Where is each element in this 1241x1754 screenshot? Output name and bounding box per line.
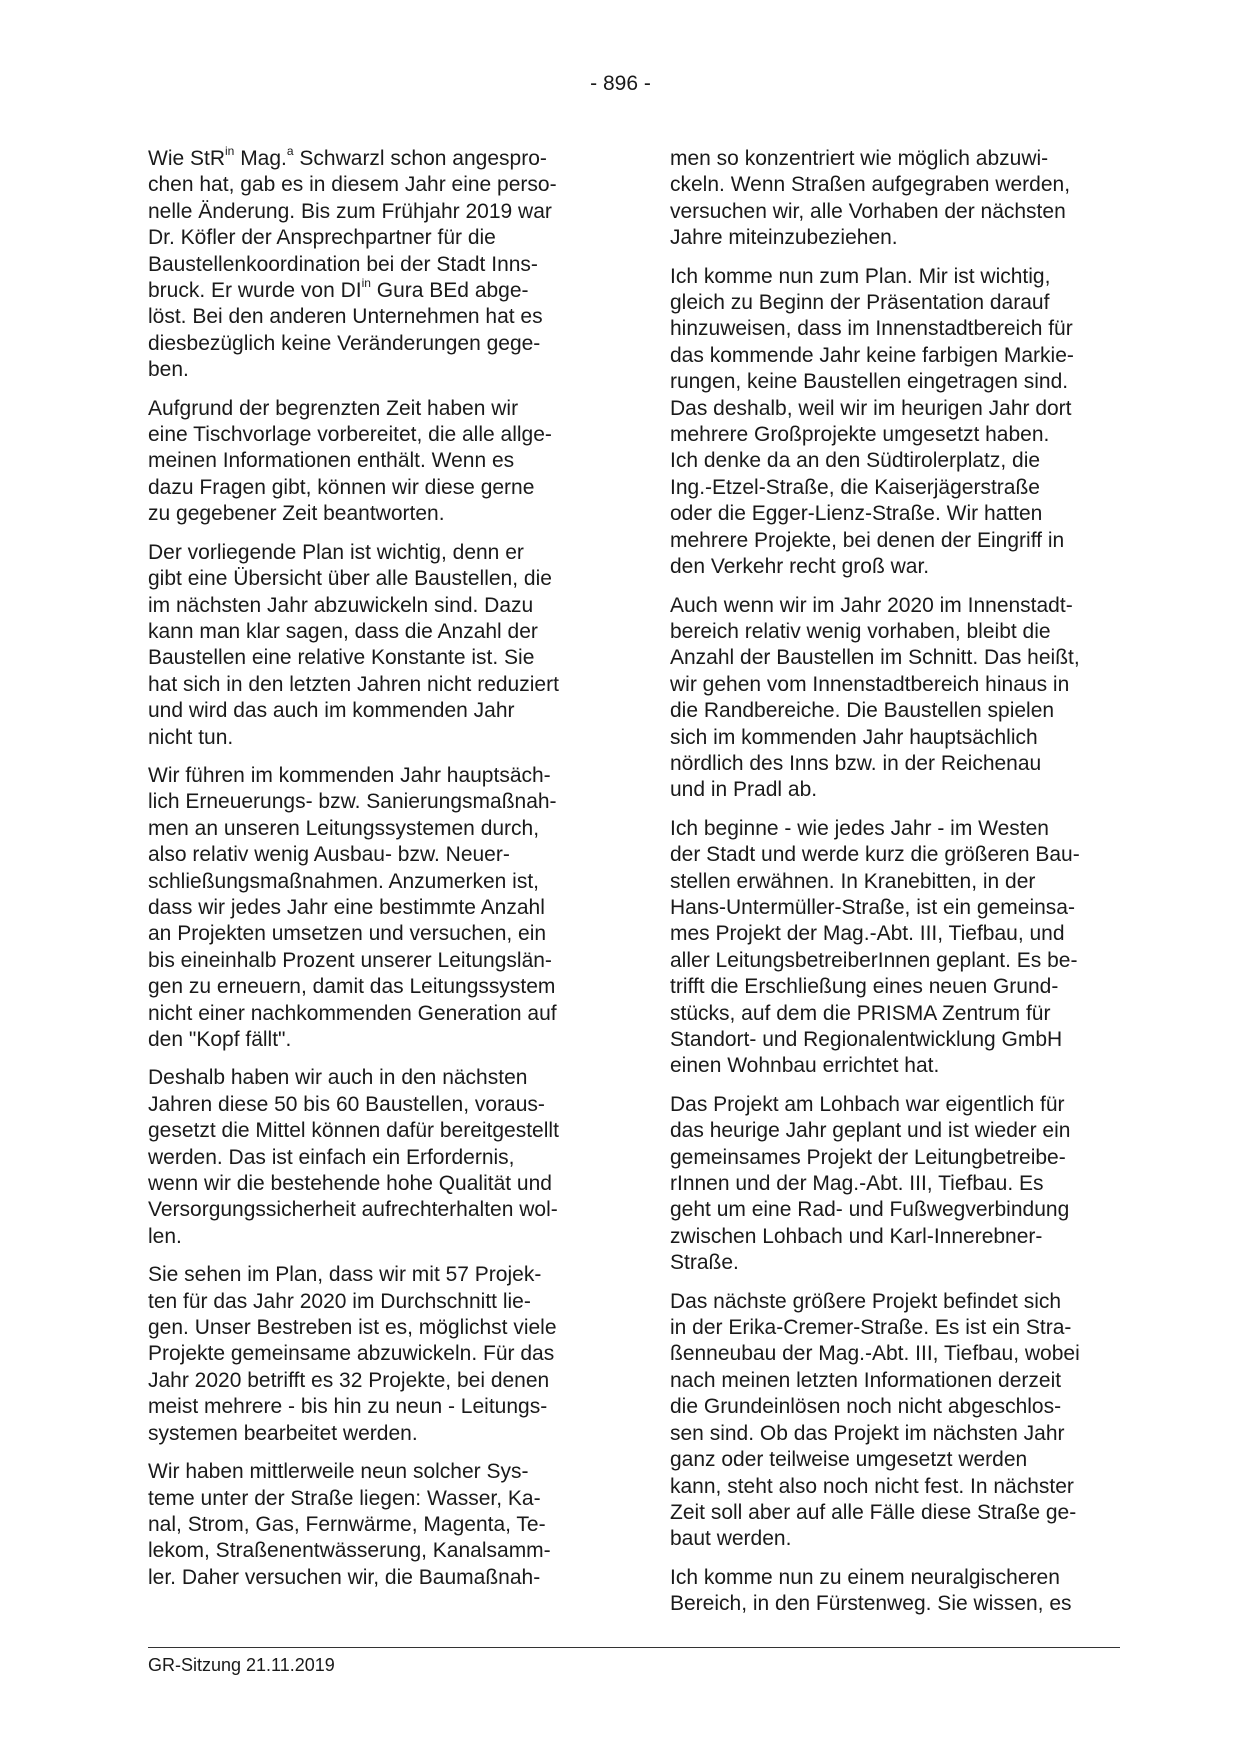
text-line: Das nächste größere Projekt befindet sich [670,1289,1062,1313]
text-line: Aufgrund der begrenzten Zeit haben wir [148,396,519,420]
text-line: gen zu erneuern, damit das Leitungssystem [148,975,556,999]
text-line: gibt eine Übersicht über alle Baustellen, die [148,567,552,591]
paragraph [148,1459,608,1591]
text-line: nicht tun. [148,725,234,749]
text-line: len. [148,1224,182,1248]
text-line: Anzahl der Baustellen im Schnitt. Das heißt, [670,646,1080,670]
text-line: nelle Änderung. Bis zum Frühjahr 2019 war [148,199,552,223]
text-line: diesbezüglich keine Veränderungen gege- [148,331,541,355]
text-line: Der vorliegende Plan ist wichtig, denn er [148,540,524,564]
text-line: Das deshalb, weil wir im heurigen Jahr dort [670,396,1072,420]
superscript: in [361,276,371,291]
text-line: Ich beginne - wie jedes Jahr - im Westen [670,816,1049,840]
text-line: Ich komme nun zum Plan. Mir ist wichtig, [670,264,1051,288]
text-line: den Verkehr recht groß war. [670,555,930,579]
text-line: ßenneubau der Mag.-Abt. III, Tiefbau, wobei [670,1342,1080,1366]
text-line: wenn wir die bestehende hohe Qualität und [148,1172,552,1196]
text-line: in der Erika-Cremer-Straße. Es ist ein Stra- [670,1316,1072,1340]
text-line: aller LeitungsbetreiberInnen geplant. Es be- [670,948,1078,972]
text-line: ganz oder teilweise umgesetzt werden [670,1448,1028,1472]
text-line: ler. Daher versuchen wir, die Baumaßnah- [148,1565,541,1589]
text-line: Bereich, in den Fürstenweg. Sie wissen, es [670,1592,1072,1616]
text-line: einen Wohnbau errichtet hat. [670,1054,940,1078]
text-line: Zeit soll aber auf alle Fälle diese Straße ge- [670,1500,1077,1524]
text-fragment: Mag. [234,147,287,170]
paragraph [670,1289,1130,1553]
text-line: Ich denke da an den Südtirolerplatz, die [670,449,1041,473]
text-line: Projekte gemeinsame abzuwickeln. Für das [148,1342,555,1366]
text-line: sen sind. Ob das Projekt im nächsten Jahr [670,1421,1065,1445]
text-line: gleich zu Beginn der Präsentation darauf [670,291,1050,315]
text-line: stellen erwähnen. In Kranebitten, in der [670,869,1036,893]
right-column [670,146,1130,1630]
text-line: eine Tischvorlage vorbereitet, die alle allge- [148,423,552,447]
text-fragment: bruck. Er wurde von DI [148,279,362,303]
text-line: der Stadt und werde kurz die größeren Bau- [670,843,1080,867]
text-line: lich Erneuerungs- bzw. Sanierungsmaßnah- [148,790,557,814]
superscript: in [225,144,235,158]
text-line: ben. [148,358,189,382]
paragraph [148,146,608,384]
footer-session-date: GR-Sitzung 21.11.2019 [148,1655,335,1675]
footer-divider [148,1647,1120,1648]
paragraph [148,763,608,1053]
text-line: versuchen wir, alle Vorhaben der nächsten [670,199,1066,223]
text-line: gemeinsames Projekt der Leitungbetreibe- [670,1145,1066,1169]
paragraph [148,396,608,528]
text-line: men so konzentriert wie möglich abzuwi- [670,147,1049,170]
text-line: dass wir jedes Jahr eine bestimmte Anzahl [148,895,545,919]
text-line [148,146,608,172]
text-line: schließungsmaßnahmen. Anzumerken ist, [148,869,540,893]
text-line: nördlich des Inns bzw. in der Reichenau [670,751,1042,775]
text-line: Baustellen eine relative Konstante ist. Sie [148,646,535,670]
text-line: Straße. [670,1251,739,1275]
text-line: wir gehen vom Innenstadtbereich hinaus in [670,672,1070,696]
text-line: an Projekten umsetzen und versuchen, ein [148,922,547,946]
text-line: ten für das Jahr 2020 im Durchschnitt lie- [148,1289,531,1313]
text-line: lekom, Straßenentwässerung, Kanalsamm- [148,1539,551,1563]
text-line: trifft die Erschließung eines neuen Grund- [670,975,1059,999]
paragraph [670,1565,1130,1618]
paragraph [148,540,608,751]
text-line: Baustellenkoordination bei der Stadt Inns- [148,252,538,276]
text-line: rungen, keine Baustellen eingetragen sind. [670,370,1069,394]
paragraph [670,146,1130,252]
text-line: zu gegebener Zeit beantworten. [148,502,445,526]
text-line: bereich relativ wenig vorhaben, bleibt die [670,619,1051,643]
text-line: Jahr 2020 betrifft es 32 Projekte, bei denen [148,1368,550,1392]
text-line: Jahren diese 50 bis 60 Baustellen, voraus- [148,1092,545,1116]
paragraph [670,1092,1130,1277]
text-line: Deshalb haben wir auch in den nächsten [148,1066,528,1090]
text-line [148,278,608,304]
text-line: meist mehrere - bis hin zu neun - Leitungs- [148,1395,548,1419]
text-line: kann, steht also noch nicht fest. In nächster [670,1474,1074,1498]
text-line: im nächsten Jahr abzuwickeln sind. Dazu [148,593,534,617]
text-line: nach meinen letzten Informationen derzeit [670,1368,1062,1392]
text-line: den "Kopf fällt". [148,1028,292,1051]
text-line: Standort- und Regionalentwicklung GmbH [670,1028,1063,1051]
text-fragment: Wie StR [148,147,226,170]
text-line: bis eineinhalb Prozent unserer Leitungslän- [148,948,552,972]
text-line: hat sich in den letzten Jahren nicht reduziert [148,672,559,696]
text-line: hinzuweisen, dass im Innenstadtbereich für [670,317,1073,341]
text-line: rInnen und der Mag.-Abt. III, Tiefbau. Es [670,1172,1044,1196]
text-line: werden. Das ist einfach ein Erfordernis, [148,1145,515,1169]
text-line: chen hat, gab es in diesem Jahr eine perso- [148,173,557,197]
text-line: Ich komme nun zu einem neuralgischeren [670,1565,1060,1589]
text-line: und in Pradl ab. [670,778,818,802]
text-line: oder die Egger-Lienz-Straße. Wir hatten [670,502,1043,526]
text-line: Sie sehen im Plan, dass wir mit 57 Projek- [148,1263,542,1287]
text-line: zwischen Lohbach und Karl-Innerebner- [670,1224,1043,1248]
text-line: kann man klar sagen, dass die Anzahl der [148,619,538,643]
text-line: Jahre miteinzubeziehen. [670,226,898,250]
text-line: also relativ wenig Ausbau- bzw. Neuer- [148,843,510,867]
text-line: sich im kommenden Jahr hauptsächlich [670,725,1038,749]
paragraph [148,1065,608,1250]
text-line: mehrere Projekte, bei denen der Eingriff in [670,528,1065,552]
text-line: Wir haben mittlerweile neun solcher Sys- [148,1460,529,1484]
text-line: meinen Informationen enthält. Wenn es [148,449,515,473]
text-line: mes Projekt der Mag.-Abt. III, Tiefbau, und [670,922,1065,946]
text-line: gen. Unser Bestreben ist es, möglichst viele [148,1316,557,1340]
text-line: löst. Bei den anderen Unternehmen hat es [148,305,543,329]
text-line: das kommende Jahr keine farbigen Markie- [670,343,1074,367]
text-fragment: Gura BEd abge- [370,279,529,303]
text-line: geht um eine Rad- und Fußwegverbindung [670,1198,1070,1222]
text-fragment: Schwarzl schon angespro- [293,147,547,170]
text-line: baut werden. [670,1527,792,1551]
text-line: systemen bearbeitet werden. [148,1421,418,1445]
page-number: - 896 - [590,72,651,95]
text-line: nal, Strom, Gas, Fernwärme, Magenta, Te- [148,1512,546,1536]
paragraph [148,1262,608,1447]
text-line: die Randbereiche. Die Baustellen spielen [670,699,1055,723]
paragraph [670,816,1130,1080]
text-line: stücks, auf dem die PRISMA Zentrum für [670,1001,1051,1025]
text-line: ckeln. Wenn Straßen aufgegraben werden, [670,173,1071,197]
text-line: Dr. Köfler der Ansprechpartner für die [148,226,496,250]
text-line: Versorgungssicherheit aufrechterhalten wol- [148,1198,558,1222]
superscript: a [286,144,294,158]
text-line: teme unter der Straße liegen: Wasser, Ka- [148,1486,541,1510]
text-line: nicht einer nachkommenden Generation auf [148,1001,557,1025]
text-line: Das Projekt am Lohbach war eigentlich für [670,1092,1065,1116]
text-line: Hans-Untermüller-Straße, ist ein gemeinsa- [670,895,1075,919]
text-line: und wird das auch im kommenden Jahr [148,699,515,723]
left-column [148,146,608,1603]
text-line: Ing.-Etzel-Straße, die Kaiserjägerstraße [670,475,1040,499]
text-line: die Grundeinlösen noch nicht abgeschlos- [670,1395,1062,1419]
text-line: das heurige Jahr geplant und ist wieder ein [670,1119,1071,1143]
text-line: dazu Fragen gibt, können wir diese gerne [148,475,535,499]
text-line: gesetzt die Mittel können dafür bereitgestellt [148,1119,559,1143]
text-line: Wir führen im kommenden Jahr hauptsäch- [148,763,551,787]
paragraph [670,264,1130,581]
paragraph [670,593,1130,804]
text-line: Auch wenn wir im Jahr 2020 im Innenstadt- [670,593,1073,617]
text-line: men an unseren Leitungssystemen durch, [148,816,540,840]
text-line: mehrere Großprojekte umgesetzt haben. [670,423,1050,447]
